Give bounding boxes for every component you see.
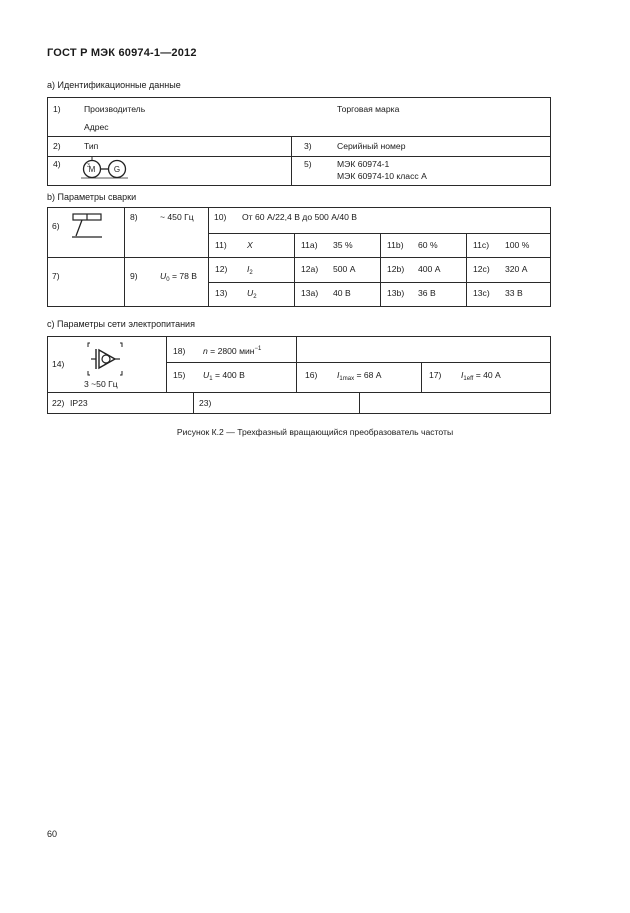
rotation-speed: n = 2800 мин$^{-1}$	[203, 346, 262, 356]
item-7-number: 7)	[52, 271, 60, 281]
figure-caption: Рисунок К.2 — Трехфазный вращающийся преобразователь частоты	[176, 427, 454, 437]
svg-text:G: G	[113, 165, 121, 174]
voltage-symbol: $U_2$	[247, 288, 257, 300]
item-13a-number: 13a)	[301, 288, 319, 298]
output-frequency: ~ 450 Гц	[160, 212, 194, 222]
item-22-number: 22)	[52, 398, 65, 408]
item-11c-number: 11c)	[473, 240, 490, 250]
section-a-title: а) Идентификационные данные	[47, 80, 181, 90]
voltage-13b: 36 В	[418, 288, 436, 298]
current-symbol: $I_2$	[247, 264, 253, 276]
trademark-label: Торговая марка	[337, 104, 400, 114]
document-id: ГОСТ Р МЭК 60974-1—2012	[47, 47, 197, 59]
manufacturer-label: Производитель	[84, 104, 146, 114]
no-load-voltage: $U_0 = 78$ В	[160, 271, 198, 283]
page-number: 60	[47, 829, 58, 839]
voltage-13a: 40 В	[333, 288, 351, 298]
converter-icon	[87, 341, 123, 377]
item-13-number: 13)	[215, 288, 228, 298]
max-supply-current: $I_{1max} = 68$ А	[337, 370, 382, 382]
current-12a: 500 А	[333, 264, 356, 274]
current-12c: 320 А	[505, 264, 528, 274]
item-18-number: 18)	[173, 346, 186, 356]
standard-1: МЭК 60974-1	[337, 159, 390, 169]
item-14-number: 14)	[52, 359, 65, 369]
supply-frequency: 3 ~50 Гц	[84, 379, 118, 389]
item-13b-number: 13b)	[387, 288, 405, 298]
svg-text:3: 3	[87, 163, 90, 169]
item-12b-number: 12b)	[387, 264, 405, 274]
motor-generator-icon	[81, 158, 129, 180]
standard-2: МЭК 60974-10 класс А	[337, 171, 427, 181]
effective-supply-current: $I_{1eff} = 40$ А	[461, 370, 501, 382]
protection-class: IP23	[70, 398, 88, 408]
item-15-number: 15)	[173, 370, 186, 380]
item-17-number: 17)	[429, 370, 442, 380]
item-11a-number: 11a)	[301, 240, 318, 250]
item-12a-number: 12a)	[301, 264, 319, 274]
item-11-number: 11)	[215, 240, 227, 250]
item-12c-number: 12c)	[473, 264, 490, 274]
item-9-number: 9)	[130, 271, 138, 281]
current-12b: 400 А	[418, 264, 441, 274]
svg-text:M: M	[88, 165, 96, 174]
item-8-number: 8)	[130, 212, 138, 222]
address-label: Адрес	[84, 122, 109, 132]
item-16-number: 16)	[305, 370, 318, 380]
item-3-number: 3)	[304, 141, 312, 151]
supply-voltage: $U_1 = 400$ В	[203, 370, 245, 382]
duty-cycle-symbol: X	[247, 240, 253, 250]
section-c-title: с) Параметры сети электропитания	[47, 319, 195, 329]
duty-cycle-11a: 35 %	[333, 240, 353, 250]
serial-number-label: Серийный номер	[337, 141, 406, 151]
item-12-number: 12)	[215, 264, 228, 274]
item-6-number: 6)	[52, 221, 60, 231]
item-23-number: 23)	[199, 398, 212, 408]
section-b-title: b) Параметры сварки	[47, 192, 137, 202]
type-label: Тип	[84, 141, 99, 151]
item-1-number: 1)	[53, 104, 61, 114]
voltage-13c: 33 В	[505, 288, 523, 298]
item-2-number: 2)	[53, 141, 61, 151]
item-10-number: 10)	[214, 212, 227, 222]
item-11b-number: 11b)	[387, 240, 404, 250]
item-4-number: 4)	[53, 159, 61, 169]
welding-transformer-icon	[70, 212, 104, 240]
item-5-number: 5)	[304, 159, 312, 169]
duty-cycle-11b: 60 %	[418, 240, 438, 250]
item-13c-number: 13c)	[473, 288, 490, 298]
current-voltage-range: От 60 А/22,4 В до 500 А/40 В	[242, 212, 358, 222]
duty-cycle-11c: 100 %	[505, 240, 530, 250]
